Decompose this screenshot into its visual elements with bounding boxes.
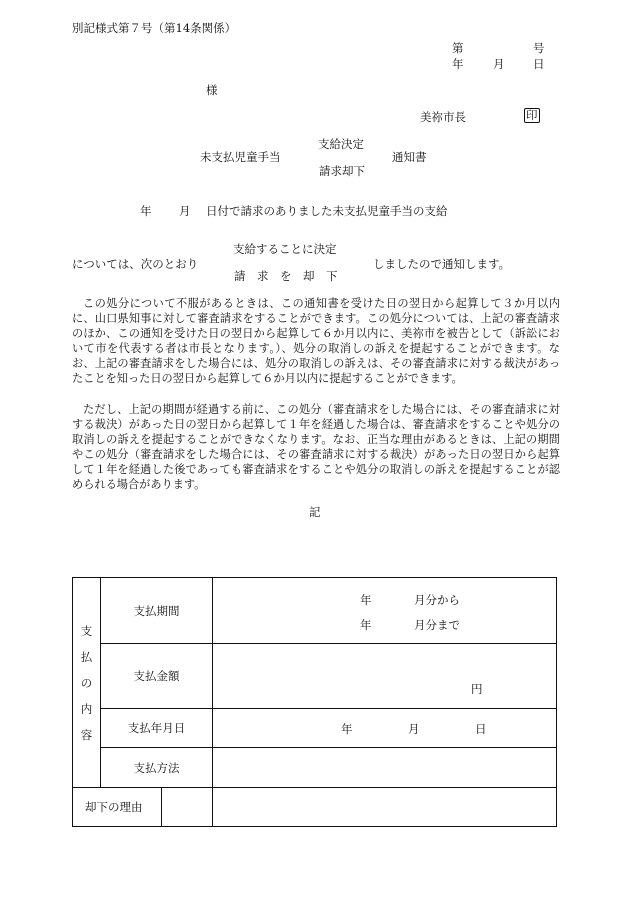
- payment-date-field[interactable]: [213, 709, 557, 748]
- payment-date-month: 月: [408, 722, 420, 736]
- decision-option-1: 支給することに決定: [233, 242, 337, 256]
- request-year: 年: [140, 204, 152, 218]
- date-month: 月: [493, 57, 505, 71]
- period-to-month: 月分まで: [414, 618, 460, 632]
- seal-mark: [524, 108, 540, 123]
- period-label: 支払期間: [101, 578, 213, 644]
- number-dai: 第: [452, 41, 464, 55]
- heading-suffix: 通知書: [392, 150, 427, 164]
- period-to-year: 年: [360, 618, 372, 632]
- period-field[interactable]: [213, 578, 557, 644]
- heading-option-1: 支給決定: [318, 137, 364, 151]
- request-month: 月: [179, 204, 191, 218]
- ki-mark: 記: [309, 505, 321, 519]
- appeal-paragraph-1: この処分について不服があるときは、この通知書を受けた日の翌日から起算して３か月以内に、山口県知事に対して審査請求をすることができます。この処分については、上記の審査請求のほか、この通知を受けた日の翌日から起算して６か月以内に、美祢市を被告として（訴訟において市を代表する者は市長となります。）、処分の取消しの訴えを提起することができます。なお、上記の審査請求をした場合には、処分の取消しの訴えは、その審査請求に対する裁決があったことを知った日の翌日から起算して６か月以内に提起することができます。: [72, 297, 561, 386]
- addressee-suffix: 様: [206, 83, 218, 97]
- amount-unit: 円: [471, 682, 483, 696]
- payment-date-label: 支払年月日: [101, 709, 213, 748]
- amount-field[interactable]: [213, 644, 557, 709]
- seal-text: 印: [526, 108, 538, 122]
- period-from-year: 年: [360, 593, 372, 607]
- payment-detail-table: [72, 577, 557, 827]
- payment-date-year: 年: [341, 722, 353, 736]
- payment-date-day: 日: [475, 722, 487, 736]
- amount-label: 支払金額: [101, 644, 213, 709]
- number-go: 号: [533, 41, 545, 55]
- appeal-paragraph-2: ただし、上記の期間が経過する前に、この処分（審査請求をした場合には、その審査請求に対する裁決）があった日の翌日から起算して１年を経過した場合は、審査請求をすることや処分の取消しの訴えを提起することができなくなります。なお、正当な理由があるときは、上記の期間やこの処分（審査請求をした場合には、その審査請求に対する裁決）があった日の翌日から起算して１年を経過した後であっても審査請求をすることや処分の取消しの訴えを提起することが認められる場合があります。: [72, 403, 561, 492]
- decision-suffix: しましたので通知します。: [373, 257, 511, 271]
- date-day: 日: [533, 57, 545, 71]
- heading-subject: 未支払児童手当: [200, 150, 281, 164]
- form-label: 別記様式第７号（第14条関係）: [72, 21, 237, 35]
- payment-content-group-label: 支 払 の 内 容: [73, 578, 101, 788]
- rejection-reason-field[interactable]: [213, 788, 557, 827]
- period-from-month: 月分から: [414, 593, 460, 607]
- decision-prefix: については、次のとおり: [72, 257, 199, 271]
- rejection-divider: [161, 788, 162, 826]
- heading-option-2: 請求却下: [319, 164, 365, 178]
- decision-option-2: 請 求 を 却 下: [234, 269, 338, 283]
- issuer-title: 美祢市長: [420, 110, 466, 124]
- payment-method-field[interactable]: [213, 748, 557, 788]
- date-year: 年: [452, 57, 464, 71]
- rejection-reason-label: 却下の理由: [73, 788, 213, 827]
- request-text: 日付で請求のありました未支払児童手当の支給: [206, 204, 448, 218]
- payment-method-label: 支払方法: [101, 748, 213, 788]
